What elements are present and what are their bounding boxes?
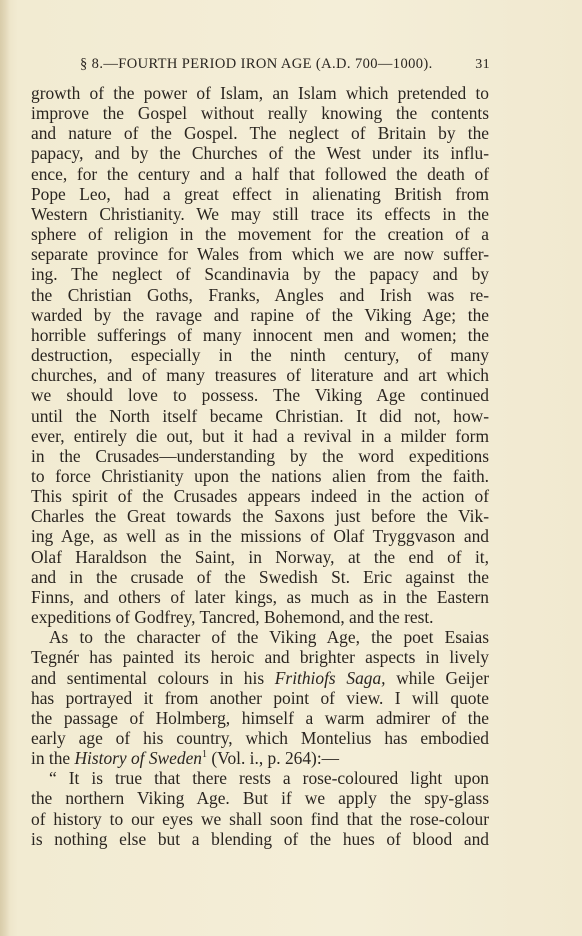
text-fragment: in the bbox=[31, 748, 75, 769]
text-line: Charles the Great towards the Saxons just before the Vik- bbox=[31, 506, 489, 527]
text-fragment: (Vol. i., p. 264):— bbox=[207, 748, 340, 769]
text-line-with-title bbox=[31, 748, 489, 768]
text-fragment: while Geijer bbox=[385, 667, 489, 688]
text-line: has portrayed it from another point of view. I will quote bbox=[31, 687, 489, 708]
text-line: early age of his country, which Montelius has embodied bbox=[31, 728, 489, 748]
text-line-with-title bbox=[31, 668, 489, 688]
text-line: is nothing else but a blending of the hues of blood and bbox=[31, 828, 489, 849]
text-line: improve the Gospel without really knowing the contents bbox=[31, 103, 489, 124]
text-line: Olaf Haraldson the Saint, in Norway, at the end of it, bbox=[31, 546, 489, 567]
text-line: Tegnér has painted its heroic and brighter aspects in lively bbox=[31, 647, 489, 668]
text-line: expeditions of Godfrey, Tancred, Bohemond, and the rest. bbox=[31, 607, 434, 628]
text-line: the northern Viking Age. But if we apply the spy-glass bbox=[31, 788, 489, 809]
text-line: and in the crusade of the Swedish St. Eric against the bbox=[31, 566, 489, 587]
text-line: destruction, especially in the ninth century, of many bbox=[31, 345, 489, 366]
text-line: the Christian Goths, Franks, Angles and Irish was re- bbox=[31, 284, 489, 305]
text-line: ing Age, as well as in the missions of Olaf Tryggvason and bbox=[31, 526, 489, 547]
text-line: Western Christianity. We may still trace its effects in the bbox=[31, 203, 489, 224]
running-title: § 8.—FOURTH PERIOD IRON AGE (A.D. 700—1000). bbox=[80, 56, 433, 72]
running-header bbox=[80, 56, 490, 73]
text-line: separate province for Wales from which we are now suffer- bbox=[31, 244, 489, 265]
text-line: we should love to possess. The Viking Age continued bbox=[31, 385, 489, 406]
text-line: papacy, and by the Churches of the West under its influ- bbox=[31, 143, 489, 164]
text-line: growth of the power of Islam, an Islam which pretended to bbox=[31, 83, 489, 103]
paragraph-start-line: As to the character of the Viking Age, the poet Esaias bbox=[49, 627, 489, 648]
text-line: ever, entirely die out, but it had a revival in a milder form bbox=[31, 425, 489, 446]
text-line: until the North itself became Christian. It did not, how- bbox=[31, 405, 489, 426]
book-title-italic: Frithiofs Saga, bbox=[274, 667, 386, 688]
text-line: horrible sufferings of many innocent men and women; the bbox=[31, 324, 489, 345]
text-line: to force Christianity upon the nations alien from the faith. bbox=[31, 465, 489, 486]
text-line: in the Crusades—understanding by the word expeditions bbox=[31, 445, 489, 466]
text-line: and nature of the Gospel. The neglect of Britain by the bbox=[31, 123, 489, 144]
text-line: warded by the ravage and rapine of the Viking Age; the bbox=[31, 304, 489, 325]
footnote-marker: 1 bbox=[202, 749, 207, 761]
text-line: churches, and of many treasures of literature and art which bbox=[31, 365, 489, 386]
text-line: the passage of Holmberg, himself a warm admirer of the bbox=[31, 707, 489, 728]
book-title-italic: History of Sweden bbox=[74, 748, 202, 769]
text-fragment: and sentimental colours in his bbox=[31, 667, 275, 688]
text-line: sphere of religion in the movement for the creation of a bbox=[31, 224, 489, 245]
text-line: This spirit of the Crusades appears indeed in the action of bbox=[31, 486, 489, 507]
text-line: Finns, and others of later kings, as much as in the Eastern bbox=[31, 586, 489, 607]
text-line: ing. The neglect of Scandinavia by the papacy and by bbox=[31, 264, 489, 285]
text-line: of history to our eyes we shall soon find that the rose-colour bbox=[31, 808, 489, 829]
quote-start-line: “ It is true that there rests a rose-coloured light upon bbox=[49, 768, 489, 789]
text-line: Pope Leo, had a great effect in alienating British from bbox=[31, 183, 489, 204]
page-number: 31 bbox=[475, 57, 490, 72]
body-text bbox=[31, 83, 489, 849]
text-line: ence, for the century and a half that followed the death of bbox=[31, 163, 489, 184]
binding-shadow bbox=[0, 0, 10, 936]
